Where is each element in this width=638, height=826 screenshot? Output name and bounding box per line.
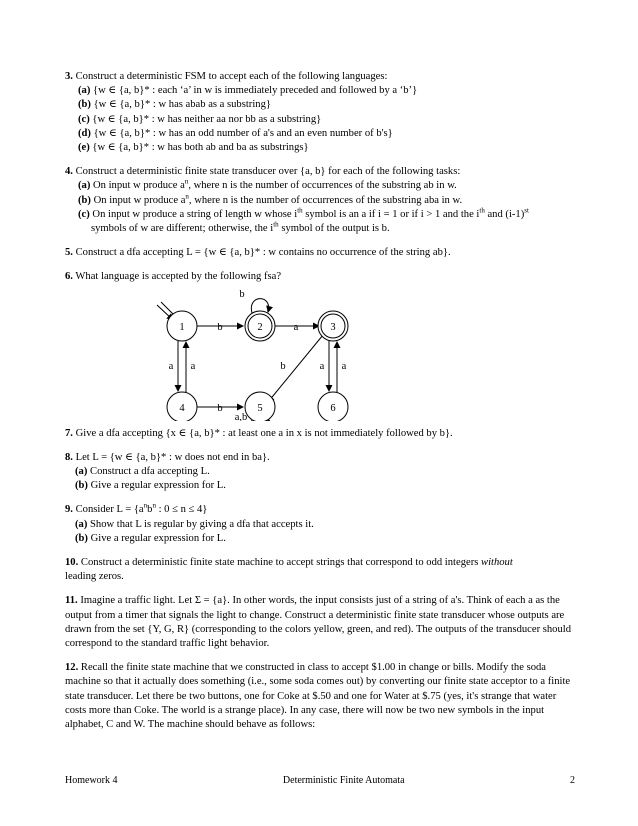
state-label: 1	[179, 321, 185, 333]
edge-label: a	[190, 360, 196, 372]
edge-3-5	[268, 335, 323, 402]
part-d: (d) {w ∈ {a, b}* : w has an odd number of a's and an even number of b's}	[78, 127, 393, 139]
question-3	[65, 70, 575, 155]
edge-label: a	[168, 360, 174, 372]
question-10: 10. Construct a deterministic finite state machine to accept strings that correspond to odd integers without leading zeros.	[65, 556, 575, 584]
question-11	[65, 594, 575, 651]
question-text: Construct a dfa accepting L = {w ∈ {a, b}* : w contains no occurrence of the string ab}.	[72, 247, 451, 259]
question-number: 6.	[65, 271, 73, 283]
part-a: (a) On input w produce $a^n$, where n is the number of occurrences of the substring ab in w.	[78, 177, 457, 192]
part-b: (b) Give a regular expression for L.	[75, 480, 226, 492]
question-number: 7.	[65, 427, 73, 439]
edge-label: b	[239, 288, 245, 300]
part-b: (b) On input w produce $a^n$, where n is the number of occurrences of the substring aba in w.	[78, 192, 463, 206]
state-label: 5	[257, 402, 263, 414]
question-text: Recall the finite state machine that we constructed in class to accept $1.00 in change or bills. Modify the soda machine so that it actually does something (i.e., some soda comes out) by converting our finite state acceptor to a finite state transducer. Let there be two buttons, one for Coke at $.50 and one for Water at $.75 (yes, it's strange that water costs more than Coke. The world is a strange place). In any case, there will now be two new symbols in the input alphabet, C and W. The machine should behave as follows:	[65, 662, 571, 731]
question-text: Give a dfa accepting {x ∈ {a, b}* : at least one a in x is not immediately followed by b}.	[72, 427, 453, 439]
question-number: 11.	[65, 595, 78, 607]
question-number: 12.	[65, 662, 79, 674]
page-number: 2	[570, 775, 575, 786]
question-text: Let L = {w ∈ {a, b}* : w does not end in ba}.	[72, 451, 270, 463]
fsa-graph	[65, 289, 575, 421]
edge-label: b	[217, 402, 223, 414]
edge-label: a,b	[234, 411, 248, 421]
question-text: Imagine a traffic light. Let Σ = {a}. In other words, the input consists just of a string of a's. Think of each a as the output from a timer that signals the light to change. Construct a deterministic finite state transducer whose outputs are drawn from the set {Y, G, R} (corresponding to the colors yellow, green, and red). The outputs of the transducer should correspond to the standard traffic light behavior.	[65, 595, 571, 650]
part-b: (b) {w ∈ {a, b}* : w has abab as a substring}	[78, 99, 271, 111]
page-footer	[65, 775, 575, 786]
edge-label: a	[319, 360, 325, 372]
state-label: 3	[330, 321, 336, 333]
state-3	[318, 311, 348, 341]
state-5	[245, 392, 275, 421]
homework-content	[65, 70, 575, 742]
question-number: 5.	[65, 247, 73, 259]
question-4	[65, 165, 575, 236]
question-text: Construct a deterministic FSM to accept each of the following languages:	[72, 71, 388, 82]
part-c: (c) On input w produce a string of length w whose $i^{th}$ symbol is an a if i = 1 or if i > 1 and the $i^{th}$ and $(i-1)^{st}$	[78, 206, 529, 220]
edge-label: b	[280, 360, 286, 372]
question-text-continued: leading zeros.	[65, 571, 124, 583]
question-text: What language is accepted by the following fsa?	[72, 271, 282, 283]
question-number: 4.	[65, 166, 73, 178]
question-number: 8.	[65, 451, 73, 463]
question-number: 3.	[65, 71, 73, 82]
part-e: (e) {w ∈ {a, b}* : w has both ab and ba as substrings}	[78, 142, 309, 154]
question-number: 10.	[65, 557, 79, 569]
part-c: (c) {w ∈ {a, b}* : w has neither aa nor bb as a substring}	[78, 113, 322, 125]
part-b: (b) Give a regular expression for L.	[75, 532, 226, 544]
footer-center: Deterministic Finite Automata	[282, 775, 405, 786]
question-text: Construct a deterministic finite state transducer over {a, b} for each of the following tasks:	[72, 166, 461, 178]
question-12	[65, 661, 575, 732]
state-4	[167, 392, 197, 421]
part-a: (a) {w ∈ {a, b}* : each ‘a’ in w is immediately preceded and followed by a ‘b’}	[78, 85, 418, 97]
edge-label: a	[341, 360, 347, 372]
fsa-diagram	[65, 289, 575, 421]
part-a: (a) Show that L is regular by giving a dfa that accepts it.	[75, 518, 314, 530]
edge-label: a	[293, 321, 299, 333]
question-7	[65, 427, 575, 441]
state-label: 4	[179, 402, 185, 414]
footer-left: Homework 4	[65, 775, 118, 786]
question-5	[65, 246, 575, 260]
state-6	[318, 392, 348, 421]
part-a: (a) Construct a dfa accepting L.	[75, 466, 210, 478]
state-label: 6	[330, 402, 336, 414]
edge-label: b	[217, 321, 223, 333]
question-number: 9.	[65, 504, 73, 516]
state-2	[245, 311, 275, 341]
question-6	[65, 270, 575, 284]
state-1	[167, 311, 197, 341]
question-9: 9. Consider $L = \{a^nb^n$ : 0 ≤ n ≤ 4} (a) Show that L is regular by giving a dfa that accepts it. (b) Give a regular expression for L.	[65, 503, 575, 546]
part-c-continued: symbols of w are different; otherwise, the $i^{th}$ symbol of the output is b.	[91, 220, 390, 235]
state-label: 2	[257, 321, 263, 333]
question-8	[65, 451, 575, 494]
